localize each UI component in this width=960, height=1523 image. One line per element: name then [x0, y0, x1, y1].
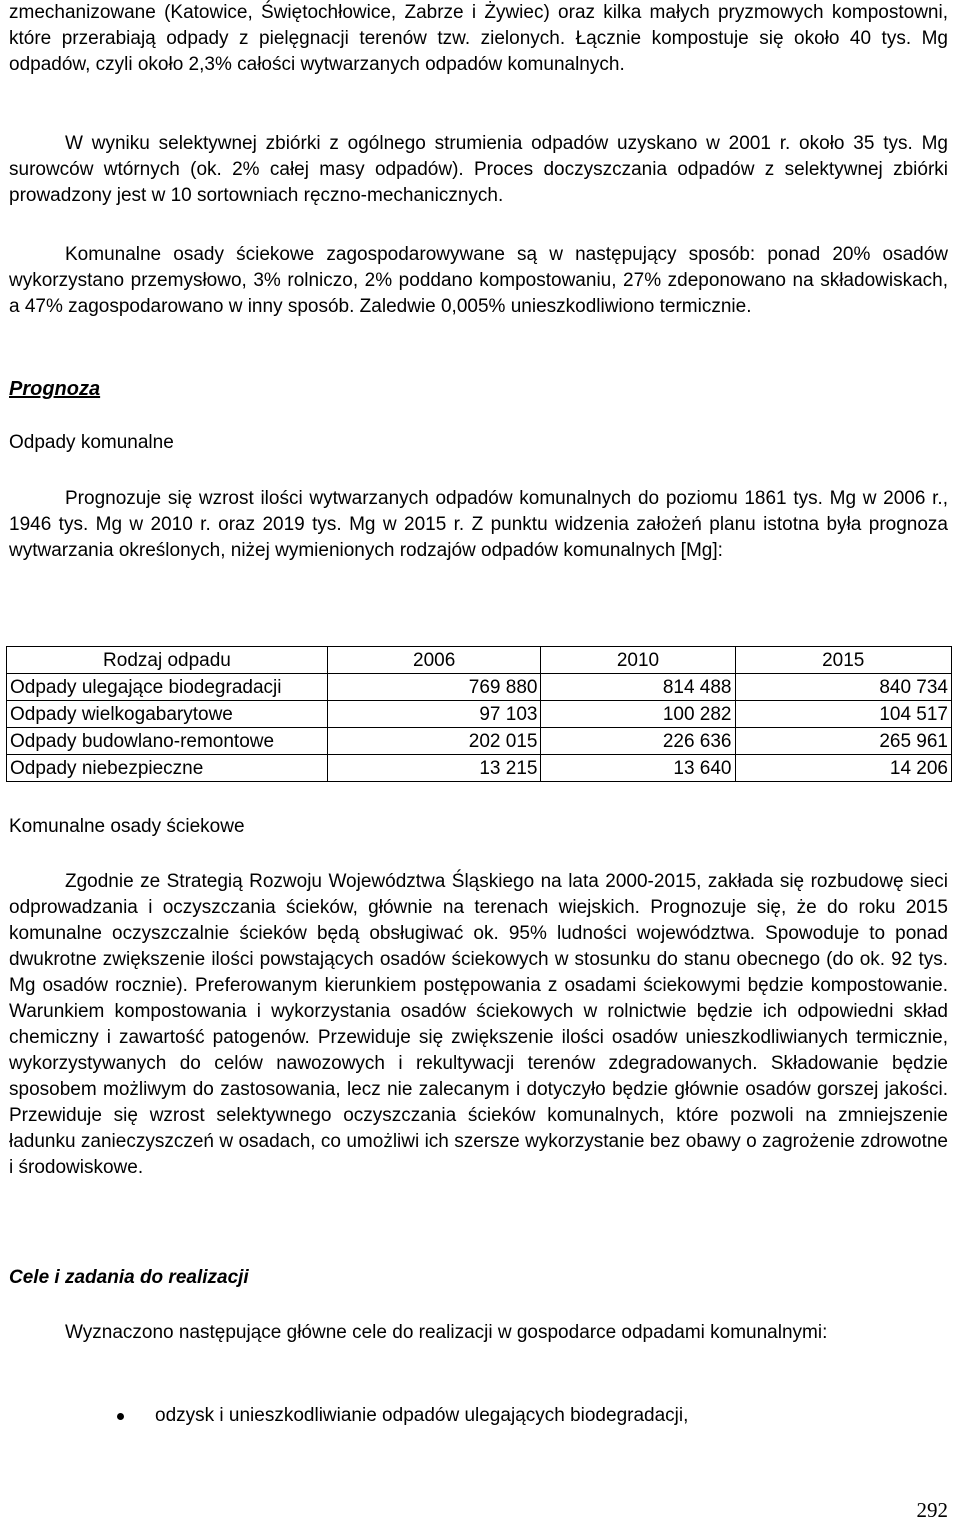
- paragraph-goals-intro: Wyznaczono następujące główne cele do realizacji w gospodarce odpadami komunalnymi:: [65, 1322, 828, 1343]
- table-cell-type: Odpady ulegające biodegradacji: [7, 674, 328, 701]
- page-number: 292: [916, 1498, 948, 1522]
- heading-prognoza: Prognoza: [9, 378, 101, 400]
- table-header-cell: Rodzaj odpadu: [7, 647, 328, 674]
- table-row: [7, 728, 952, 755]
- table-header-cell: 2006: [327, 647, 541, 674]
- subheading-municipal-waste: Odpady komunalne: [9, 432, 174, 453]
- table-cell-value: 265 961: [735, 728, 952, 755]
- table-header-cell: 2010: [541, 647, 735, 674]
- table-cell-type: Odpady wielkogabarytowe: [7, 701, 328, 728]
- table-cell-type: Odpady niebezpieczne: [7, 755, 328, 782]
- paragraph-composting: zmechanizowane (Katowice, Świętochłowice, Zabrze i Żywiec) oraz kilka małych pryzmowych kompostowni, które przerabiają odpady z pielęgnacji terenów tzw. zielonych. Łącznie kompostuje się około 40 tys. Mg odpadów, czyli około 2,3% całości wytwarzanych odpadów komunalnych.: [9, 2, 948, 75]
- heading-goals: Cele i zadania do realizacji: [9, 1267, 249, 1288]
- paragraph-strategy: Zgodnie ze Strategią Rozwoju Województwa Śląskiego na lata 2000-2015, zakłada się rozbudowę sieci odprowadzania i oczyszczania ścieków, głównie na terenach wiejskich. Prognozuje się, że do roku 2015 komunalne oczyszczalnie ścieków będą obsługiwać ok. 95% ludności województwa. Spowoduje to ponad dwukrotne zwiększenie ilości powstających osadów ściekowych w stosunku do stanu obecnego (do ok. 92 tys. Mg osadów rocznie). Preferowanym kierunkiem postępowania z osadami ściekowymi będzie kompostowanie. Warunkiem kompostowania i wykorzystania osadów ściekowych w rolnictwie będzie ich odpowiedni skład chemiczny i zawartość patogenów. Przewiduje się zwiększenie ilości osadów unieszkodliwianych termicznie, wykorzystywanych do celów nawozowych i rekultywacji terenów zdegradowanych. Składowanie będzie sposobem możliwym do zastosowania, lecz nie zalecanym i dotyczyło będzie głównie osadów gorszej jakości. Przewiduje się wzrost selektywnego oczyszczania ścieków komunalnych, które pozwoli na zmniejszenie ładunku zanieczyszczeń w osadach, co umożliwi ich szersze wykorzystanie bez obawy o zagrożenie zdrowotne i środowiskowe.: [9, 871, 948, 1178]
- paragraph-sewage-sludge: Komunalne osady ściekowe zagospodarowywane są w następujący sposób: ponad 20% osadów wykorzystano przemysłowo, 3% rolniczo, 2% poddano kompostowaniu, 27% zdeponowano na składowiskach, a 47% zagospodarowano w inny sposób. Zaledwie 0,005% unieszkodliwiono termicznie.: [9, 244, 948, 317]
- list-item: [9, 1403, 948, 1429]
- table-cell-value: 814 488: [541, 674, 735, 701]
- goal-text: odzysk i unieszkodliwianie odpadów ulegających biodegradacji,: [155, 1405, 689, 1426]
- table-cell-value: 100 282: [541, 701, 735, 728]
- table-header-row: [7, 647, 952, 674]
- table-cell-value: 13 640: [541, 755, 735, 782]
- table-cell-type: Odpady budowlano-remontowe: [7, 728, 328, 755]
- table-cell-value: 104 517: [735, 701, 952, 728]
- table-cell-value: 14 206: [735, 755, 952, 782]
- paragraph-selective-collection: W wyniku selektywnej zbiórki z ogólnego strumienia odpadów uzyskano w 2001 r. około 35 tys. Mg surowców wtórnych (ok. 2% całej masy odpadów). Proces doczyszczania odpadów z selektywnej zbiórki prowadzony jest w 10 sortowniach ręczno-mechanicznych.: [9, 133, 948, 206]
- table-cell-value: 202 015: [327, 728, 541, 755]
- table-row: [7, 755, 952, 782]
- table-header-cell: 2015: [735, 647, 952, 674]
- table-cell-value: 13 215: [327, 755, 541, 782]
- table-cell-value: 226 636: [541, 728, 735, 755]
- table-cell-value: 97 103: [327, 701, 541, 728]
- subheading-sewage-sludge: Komunalne osady ściekowe: [9, 816, 245, 837]
- paragraph-forecast: Prognozuje się wzrost ilości wytwarzanych odpadów komunalnych do poziomu 1861 tys. Mg w 2006 r., 1946 tys. Mg w 2010 r. oraz 2019 tys. Mg w 2015 r. Z punktu widzenia założeń planu istotna była prognoza wytwarzania określonych, niżej wymienionych rodzajów odpadów komunalnych [Mg]:: [9, 488, 948, 561]
- goals-list: [9, 1403, 948, 1429]
- table-cell-value: 840 734: [735, 674, 952, 701]
- table-cell-value: 769 880: [327, 674, 541, 701]
- bullet-icon: [117, 1413, 124, 1420]
- table-row: [7, 674, 952, 701]
- table-row: [7, 701, 952, 728]
- waste-forecast-table: [6, 646, 952, 782]
